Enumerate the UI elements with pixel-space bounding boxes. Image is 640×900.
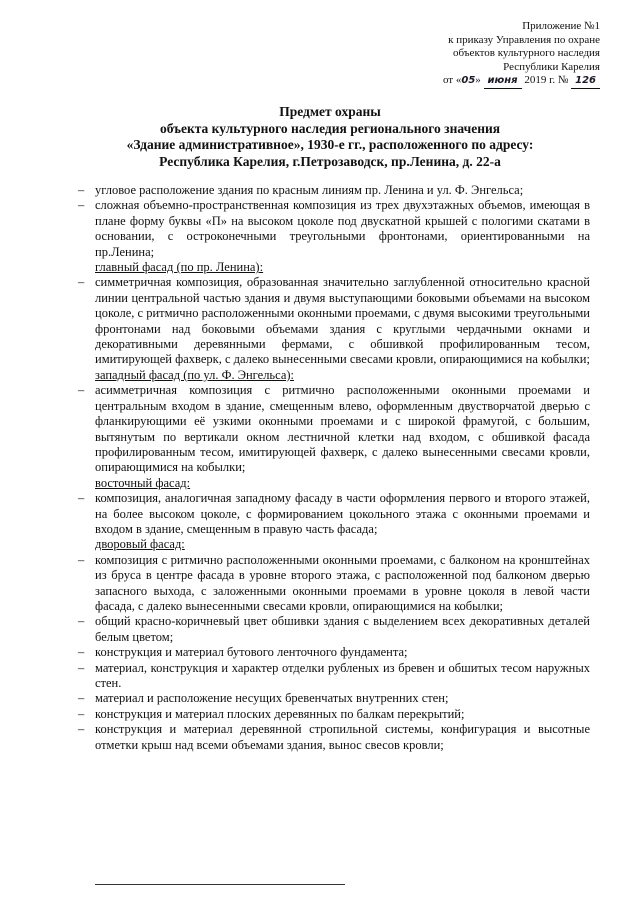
- list-item: [78, 275, 590, 367]
- list-dash: –: [78, 183, 85, 197]
- list-dash: –: [78, 722, 85, 737]
- section-heading-main-facade: главный фасад (по пр. Ленина):: [95, 260, 264, 275]
- order-date-month: июня: [484, 74, 522, 89]
- list-item: [78, 660, 590, 692]
- list-item: [78, 491, 590, 537]
- list-dash: –: [78, 491, 85, 506]
- title-line-1: Предмет охраны: [279, 104, 381, 119]
- list-item: [78, 645, 590, 660]
- list-item-text: конструкция и материал бутового ленточного фундамента;: [95, 645, 408, 660]
- appendix-line-3: объектов культурного наследия: [453, 47, 600, 59]
- title-line-3: «Здание административное», 1930-е гг., расположенного по адресу:: [126, 137, 534, 152]
- list-dash: –: [78, 660, 85, 675]
- title-line-4: Республика Карелия, г.Петрозаводск, пр.Ленина, д. 22-а: [159, 153, 501, 169]
- section-heading-west-facade: западный фасад (по ул. Ф. Энгельса):: [95, 367, 295, 382]
- list-item-text: асимметричная композиция с ритмично расположенными оконными проемами и центральным входом в здание, смещенным влево, оформленным двустворчатой дверью с фланкирующими её узкими оконными проемами и с широкой фрамугой, с большим, вытянутым по вертикали окном лестничной клетки над входом, с обшивкой фасада профилированным тесом, имитирующей фахверк, с далеко вынесенными свесами кровли, опирающимися на кобылки;: [95, 383, 590, 475]
- list-item-text: конструкция и материал плоских деревянных по балкам перекрытий;: [95, 706, 465, 721]
- appendix-line-2: к приказу Управления по охране: [448, 33, 600, 46]
- appendix-line-4: Республики Карелия: [503, 60, 600, 73]
- list-item-text: материал и расположение несущих бревенчатых внутренних стен;: [95, 691, 449, 706]
- list-item-text: симметричная композиция, образованная значительно заглубленной относительно красной линии центральной частью здания и двумя выступающими боковыми объемами на высоком цоколе, с ритмично расположенными оконными проемами, с двумя высокими треугольными фронтонами над боковыми объемами здания с круглыми чердачными окнами и декоративными деревянными фермами, с обшивкой профилированным тесом, имитирующей фахверк, с далеко вынесенными свесами кровли, опирающимися на кобылки;: [95, 275, 590, 367]
- list-dash: –: [78, 645, 85, 660]
- list-item-text: материал, конструкция и характер отделки рубленых из бревен и обшитых тесом наружных стен.: [95, 660, 590, 690]
- list-dash: –: [78, 614, 85, 629]
- list-item-text: общий красно-коричневый цвет обшивки здания с выделением всех декоративных деталей белым цветом;: [95, 614, 590, 644]
- list-dash: –: [78, 552, 85, 567]
- list-dash: –: [78, 383, 85, 398]
- list-item-text: композиция, аналогичная западному фасаду в части оформления первого и второго этажей, на более высоком цоколе, с формированием цокольного этажа с оконными проемами и входом в здание, смещенным в правую часть фасада;: [95, 491, 590, 536]
- order-date-day: 05: [461, 75, 476, 86]
- list-item: [78, 552, 590, 615]
- order-date-year: 2019 г. №: [524, 74, 569, 86]
- list-item: [78, 706, 590, 722]
- list-item: [78, 183, 590, 198]
- order-date-prefix: от «: [442, 74, 462, 86]
- order-number: 126: [571, 74, 600, 89]
- appendix-header: [443, 20, 600, 89]
- footer-rule: [95, 884, 345, 885]
- list-dash: –: [78, 198, 85, 213]
- list-item-text: сложная объемно-пространственная композиция из трех двухэтажных объемов, имеющая в плане форму буквы «П» на высоком цоколе под двускатной крышей с пологими скатами в основании, с остроконечными треугольными фронтонами, ориентированными на пр.Ленина;: [95, 198, 590, 259]
- list-item: [78, 691, 590, 706]
- list-item-text: конструкция и материал деревянной стропильной системы, конфигурация и высотные отметки крыш над всеми объемами здания, вынос свесов кровли;: [95, 722, 590, 752]
- title-line-2: объекта культурного наследия регионального значения: [159, 120, 501, 136]
- section-heading-courtyard-facade: дворовый фасад:: [95, 537, 185, 552]
- appendix-line-1: Приложение №1: [522, 20, 600, 32]
- list-item: [78, 383, 590, 475]
- list-item-text: композиция с ритмично расположенными оконными проемами, с балконом на кронштейнах из бруса в центре фасада в уровне второго этажа, с расположенной под балконом дверью запасного выхода, с заложенными оконными проемами в уровне цоколя в левой части фасада, с далеко вынесенными свесами кровли, опирающимися на кобылки;: [95, 552, 590, 613]
- section-heading-east-facade: восточный фасад:: [95, 475, 191, 490]
- list-item-text: угловое расположение здания по красным линиям пр. Ленина и ул. Ф. Энгельса;: [95, 183, 524, 197]
- order-date-mid: »: [475, 74, 481, 86]
- list-item: [78, 722, 590, 753]
- document-title: [70, 104, 590, 170]
- list-dash: –: [78, 691, 85, 706]
- list-item: [78, 198, 590, 260]
- order-date-line: [443, 74, 600, 89]
- list-dash: –: [78, 706, 85, 721]
- list-item: [78, 614, 590, 645]
- list-dash: –: [78, 275, 85, 290]
- document-body: [78, 183, 590, 753]
